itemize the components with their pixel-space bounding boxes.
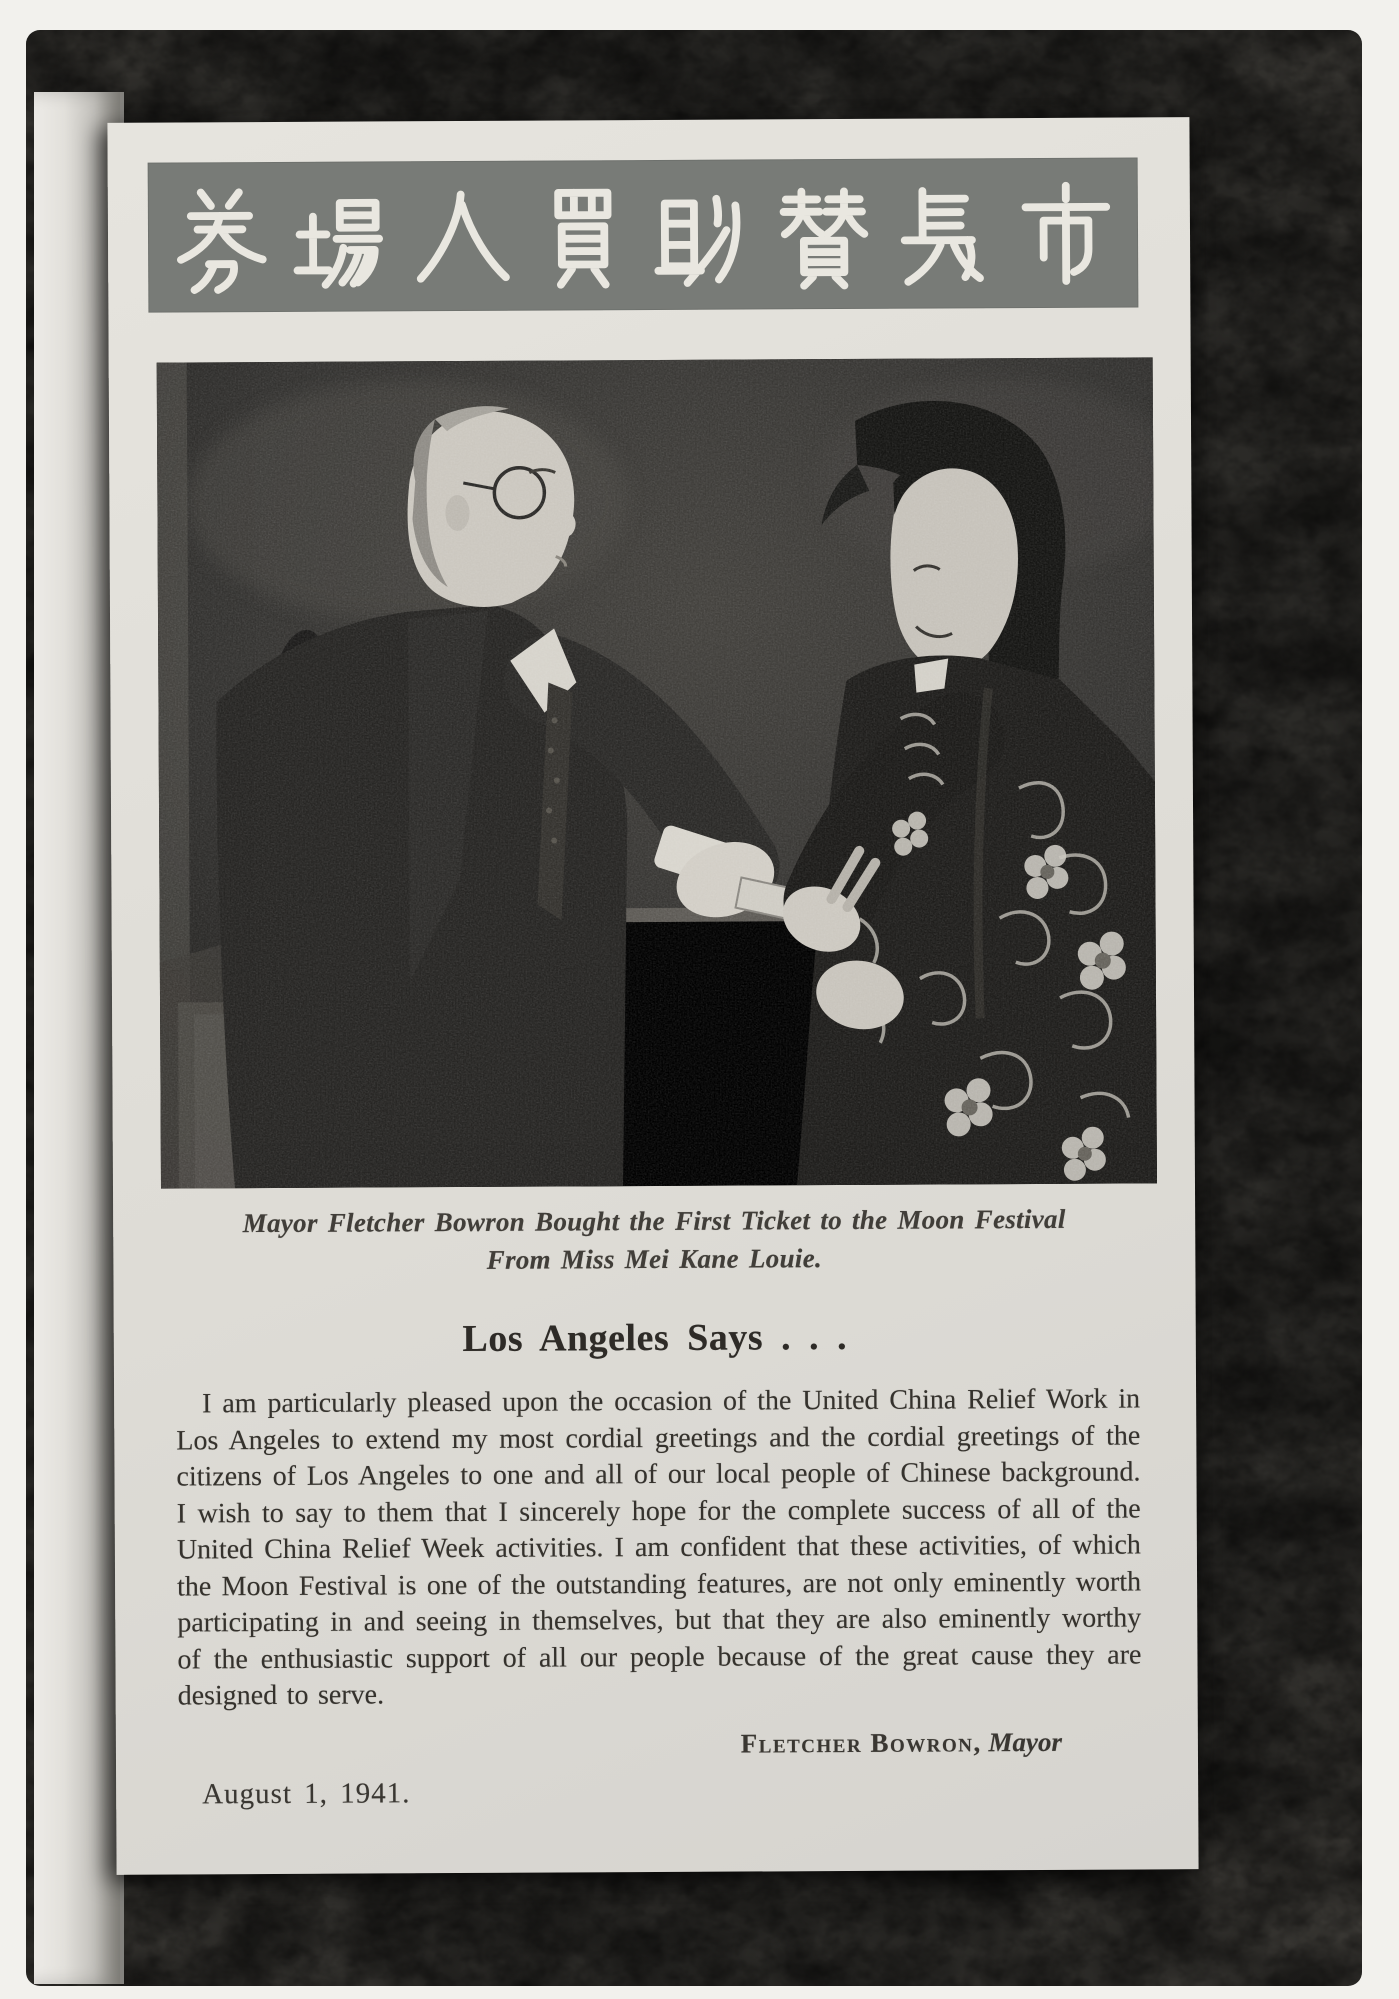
photo-illustration <box>157 357 1157 1188</box>
chinese-character-glyph <box>647 171 760 298</box>
date-line: August 1, 1941. <box>202 1776 411 1810</box>
section-heading: Los Angeles Says . . . <box>462 1315 848 1361</box>
photograph <box>157 357 1157 1188</box>
chinese-character-glyph <box>889 170 1002 297</box>
chinese-title-banner <box>148 157 1139 312</box>
film-grain-overlay <box>157 357 1157 1188</box>
photo-caption <box>113 1199 1195 1281</box>
signature-line <box>116 1726 1062 1762</box>
chinese-character-glyph <box>1010 170 1123 297</box>
signature-title: Mayor <box>988 1726 1062 1757</box>
program-page <box>107 117 1198 1875</box>
photo-caption-line1: Mayor Fletcher Bowron Bought the First Ticket to the Moon Festival <box>242 1203 1066 1239</box>
photo-caption-line2: From Miss Mei Kane Louie. <box>486 1243 823 1275</box>
chinese-character-glyph <box>768 171 881 298</box>
chinese-character-glyph <box>405 173 518 300</box>
chinese-character-glyph <box>285 173 398 300</box>
mayor-message-paragraph: I am particularly pleased upon the occasion of the United China Relief Work in Los Angeles to extend my most cordial greetings and the cordial greetings of the citizens of Los Angeles to one and all of our local people of Chinese background. I wish to say to them that I sincerely hope for the complete success of all of the United China Relief Week activities. I am confident that these activities, of which the Moon Festival is one of the outstanding features, are not only eminently worth participating in and seeing in themselves, but that they are also eminently worthy of the enthusiastic support of all our people because of the great cause they are designed to serve. <box>176 1383 1142 1712</box>
chinese-character-glyph <box>164 174 277 301</box>
signature-name: Fletcher Bowron, <box>740 1726 982 1759</box>
chinese-character-glyph <box>526 172 639 299</box>
